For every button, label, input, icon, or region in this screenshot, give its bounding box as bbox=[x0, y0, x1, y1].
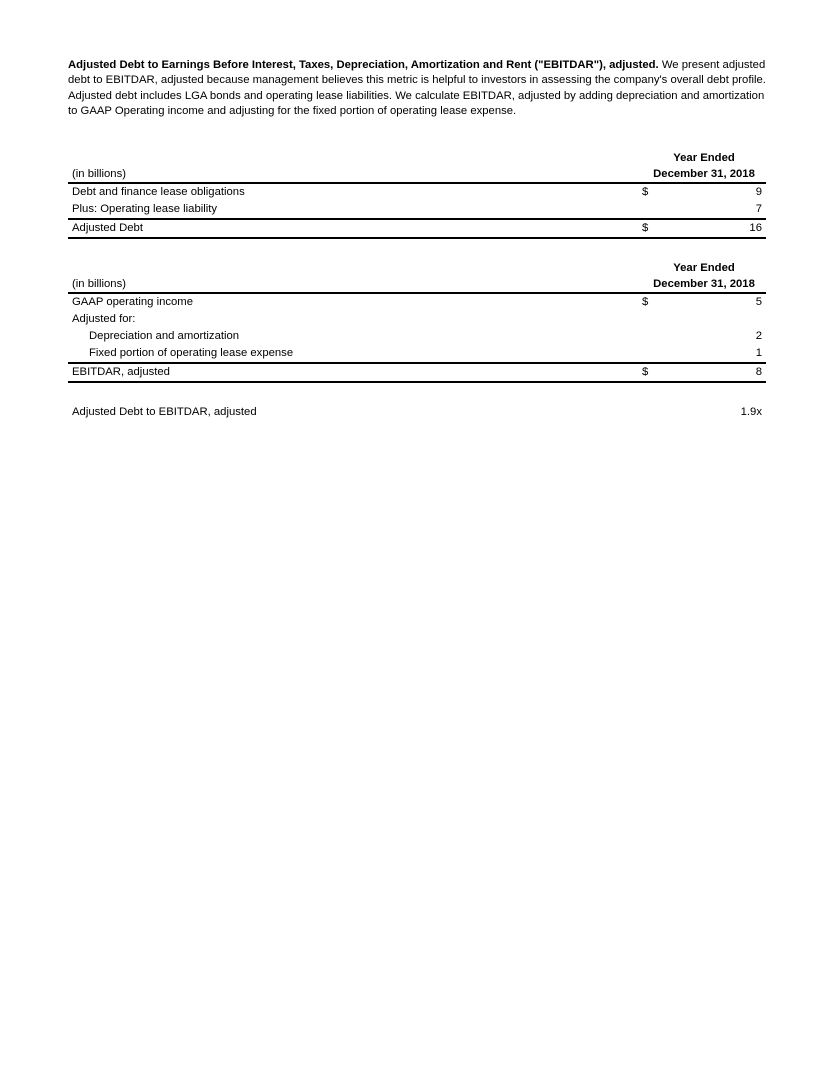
table-header-row bbox=[68, 167, 766, 182]
table-bottom-rule bbox=[68, 237, 766, 239]
ratio-row bbox=[68, 404, 766, 421]
table-total-row bbox=[68, 220, 766, 237]
intro-lead-sentence: Adjusted Debt to Earnings Before Interest, Taxes, Depreciation, Amortization and Rent ("EBITDAR"), adjusted. bbox=[68, 59, 659, 71]
currency-symbol: $ bbox=[642, 186, 649, 199]
row-label: EBITDAR, adjusted bbox=[72, 366, 170, 379]
row-value: 7 bbox=[755, 203, 762, 216]
period-label-line1: Year Ended bbox=[673, 152, 735, 165]
table-row bbox=[68, 294, 766, 311]
content-area bbox=[68, 58, 766, 421]
period-label-line2: December 31, 2018 bbox=[653, 168, 755, 181]
units-label: (in billions) bbox=[72, 168, 126, 181]
row-value: 1 bbox=[755, 347, 762, 360]
row-label: Fixed portion of operating lease expense bbox=[89, 347, 294, 360]
currency-symbol: $ bbox=[642, 366, 649, 379]
intro-paragraph bbox=[68, 58, 766, 120]
table-row bbox=[68, 345, 766, 362]
row-value: 9 bbox=[755, 186, 762, 199]
row-label: Plus: Operating lease liability bbox=[72, 203, 218, 216]
table-row bbox=[68, 184, 766, 201]
table-header-row bbox=[68, 277, 766, 292]
period-label-line2: December 31, 2018 bbox=[653, 278, 755, 291]
table-row bbox=[68, 201, 766, 218]
currency-symbol: $ bbox=[642, 222, 649, 235]
row-label: Debt and finance lease obligations bbox=[72, 186, 245, 199]
adjusted-debt-table bbox=[68, 150, 766, 239]
table-bottom-rule bbox=[68, 381, 766, 383]
intro-body-text: We present adjusted debt to EBITDAR, adjusted because management believes this metric is helpful to investors in assessing the company's overall debt profile. Adjusted debt includes LGA bonds and operating lease liabilities. We calculate EBITDAR, adjusted by adding depreciation and amortization to GAAP Operating income and adjusting for the fixed portion of operating lease expense. bbox=[68, 59, 766, 118]
table-total-row bbox=[68, 364, 766, 381]
period-label-line1: Year Ended bbox=[673, 262, 735, 275]
currency-symbol: $ bbox=[642, 296, 649, 309]
table-header-row bbox=[68, 260, 766, 277]
table-header-row bbox=[68, 150, 766, 167]
ratio-value: 1.9x bbox=[740, 406, 762, 419]
row-value: 16 bbox=[749, 222, 762, 235]
row-label: Depreciation and amortization bbox=[89, 330, 240, 343]
table-row bbox=[68, 328, 766, 345]
row-label: Adjusted Debt bbox=[72, 222, 143, 235]
row-value: 2 bbox=[755, 330, 762, 343]
units-label: (in billions) bbox=[72, 278, 126, 291]
row-label: GAAP operating income bbox=[72, 296, 193, 309]
row-label: Adjusted for: bbox=[72, 313, 136, 326]
row-value: 8 bbox=[755, 366, 762, 379]
table-row bbox=[68, 311, 766, 328]
ebitdar-table bbox=[68, 260, 766, 383]
row-value: 5 bbox=[755, 296, 762, 309]
ratio-label: Adjusted Debt to EBITDAR, adjusted bbox=[72, 406, 257, 419]
